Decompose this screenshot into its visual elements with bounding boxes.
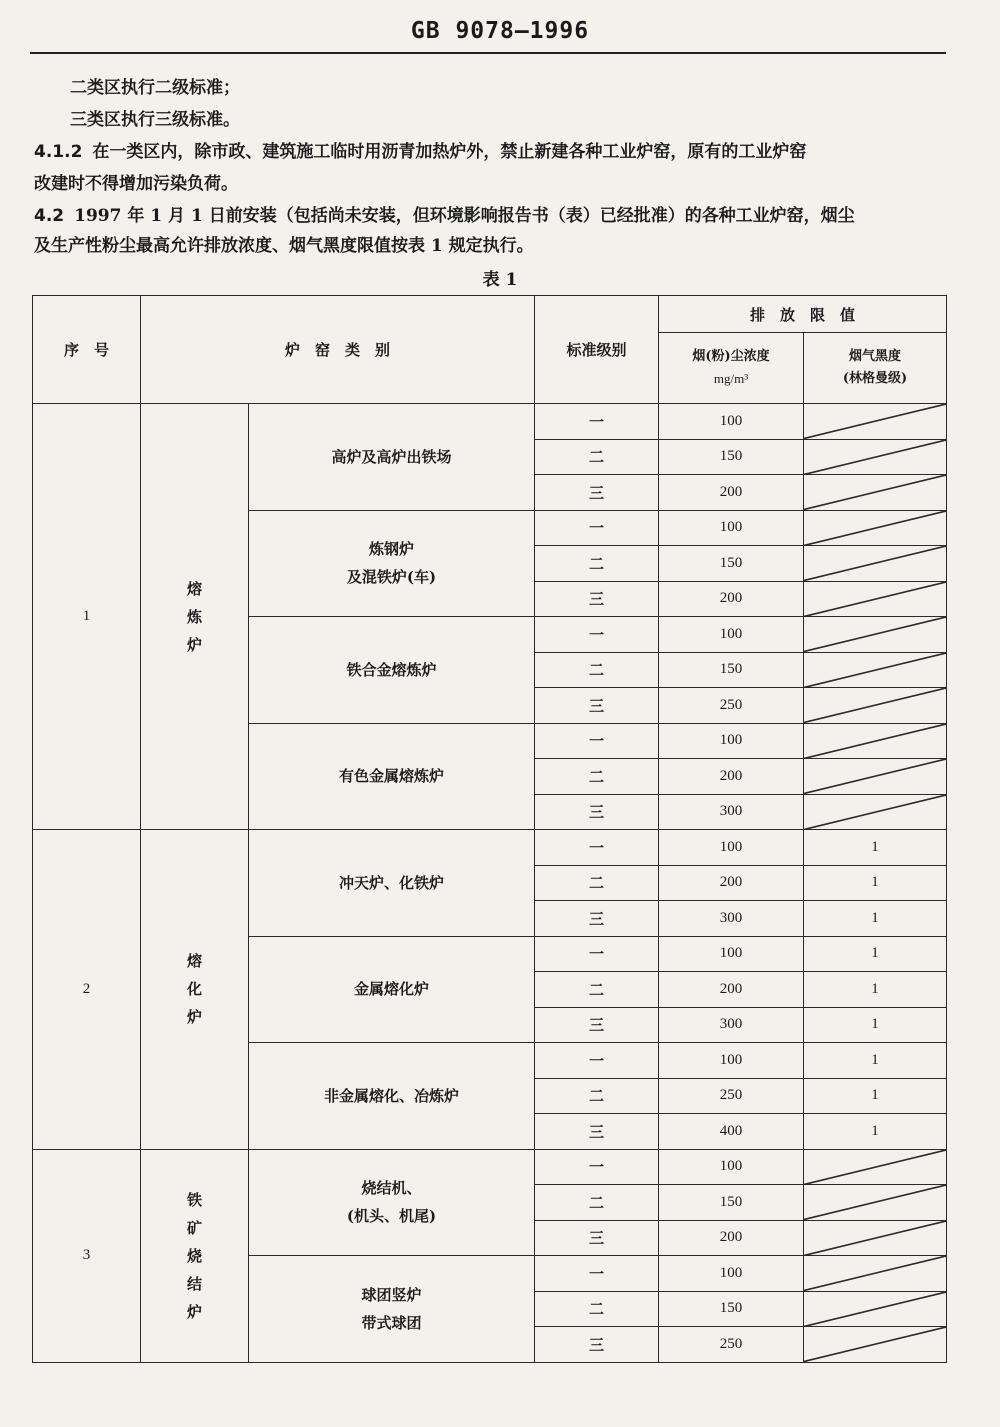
furnace-name-line: (机头、机尾) (346, 1207, 437, 1226)
paragraph-4-2-cont: 及生产性粉尘最高允许排放浓度、烟气黑度限值按表 1 规定执行。 (34, 236, 534, 256)
standard-level: 二 (535, 546, 659, 582)
standard-level: 一 (535, 510, 659, 546)
standard-level: 三 (535, 794, 659, 830)
diagonal-slash (804, 617, 946, 652)
smoke-limit-na (804, 759, 947, 795)
dust-limit: 250 (659, 1327, 804, 1363)
dust-limit: 150 (659, 1291, 804, 1327)
smoke-limit-na (804, 1291, 947, 1327)
smoke-limit: 1 (804, 865, 947, 901)
table-row (33, 830, 947, 866)
smoke-limit: 1 (804, 830, 947, 866)
diagonal-slash (804, 795, 946, 830)
standard-level: 三 (535, 1220, 659, 1256)
standard-level: 一 (535, 404, 659, 440)
dust-limit: 100 (659, 617, 804, 653)
furnace-name-line: 非金属熔化、冶炼炉 (324, 1086, 460, 1105)
smoke-limit-na (804, 652, 947, 688)
group-type-char: 化 (186, 980, 202, 999)
standard-level: 二 (535, 439, 659, 475)
standard-level: 三 (535, 901, 659, 937)
dust-limit: 100 (659, 830, 804, 866)
paragraph-class3: 三类区执行三级标准。 (70, 110, 240, 130)
smoke-limit-na (804, 1220, 947, 1256)
header-limits: 排 放 限 值 (659, 296, 947, 333)
diagonal-slash (804, 759, 946, 794)
standard-level: 三 (535, 1327, 659, 1363)
furnace-name (249, 1149, 535, 1256)
table-row (33, 1149, 947, 1185)
smoke-limit: 1 (804, 1043, 947, 1079)
dust-limit: 300 (659, 1007, 804, 1043)
dust-limit: 300 (659, 794, 804, 830)
group-type (141, 830, 249, 1150)
table-caption: 表 1 (482, 270, 518, 290)
smoke-limit-na (804, 1185, 947, 1221)
furnace-name-line: 有色金属熔炼炉 (339, 767, 445, 786)
dust-limit: 100 (659, 404, 804, 440)
dust-limit: 100 (659, 936, 804, 972)
header-smoke-unit: (林格曼级) (842, 371, 908, 386)
dust-limit: 200 (659, 475, 804, 511)
furnace-name-line: 及混铁炉(车) (346, 568, 437, 587)
smoke-limit-na (804, 688, 947, 724)
dust-limit: 200 (659, 1220, 804, 1256)
header-smoke (804, 333, 947, 404)
group-seq: 3 (33, 1149, 141, 1362)
smoke-limit-na (804, 794, 947, 830)
standard-level: 二 (535, 652, 659, 688)
group-seq: 1 (33, 404, 141, 830)
dust-limit: 200 (659, 581, 804, 617)
smoke-limit-na (804, 546, 947, 582)
dust-limit: 200 (659, 865, 804, 901)
standard-level: 二 (535, 1078, 659, 1114)
standard-level: 一 (535, 617, 659, 653)
group-type-char: 烧 (186, 1246, 202, 1265)
furnace-name (249, 830, 535, 937)
smoke-limit-na (804, 1256, 947, 1292)
standard-level: 三 (535, 1114, 659, 1150)
dust-limit: 150 (659, 652, 804, 688)
group-type-char: 炉 (186, 1302, 202, 1321)
clause-number: 4.1.2 (34, 142, 83, 162)
diagonal-slash (804, 440, 946, 475)
smoke-limit: 1 (804, 972, 947, 1008)
diagonal-slash (804, 511, 946, 546)
smoke-limit: 1 (804, 1114, 947, 1150)
standard-level: 二 (535, 1185, 659, 1221)
group-type-char: 矿 (186, 1218, 202, 1237)
group-type-char: 炉 (186, 635, 202, 654)
furnace-name-line: 冲天炉、化铁炉 (339, 873, 445, 892)
standard-level: 一 (535, 830, 659, 866)
table-row (33, 404, 947, 440)
smoke-limit-na (804, 404, 947, 440)
diagonal-slash (804, 688, 946, 723)
dust-limit: 150 (659, 1185, 804, 1221)
paragraph-4-2 (34, 204, 855, 228)
standard-level: 三 (535, 1007, 659, 1043)
smoke-limit: 1 (804, 1078, 947, 1114)
emission-limits-table (32, 295, 947, 1363)
group-type-char: 铁 (186, 1190, 202, 1209)
header-dust (659, 333, 804, 404)
dust-limit: 250 (659, 688, 804, 724)
paragraph-4-1-2-cont: 改建时不得增加污染负荷。 (34, 174, 238, 194)
smoke-limit-na (804, 581, 947, 617)
standard-level: 一 (535, 936, 659, 972)
standard-level: 一 (535, 1256, 659, 1292)
clause-text: 1997 年 1 月 1 日前安装（包括尚未安装，但环境影响报告书（表）已经批准）的各种工业炉窑，烟尘 (74, 206, 855, 226)
diagonal-slash (804, 1185, 946, 1220)
diagonal-slash (804, 1327, 946, 1362)
furnace-name-line: 烧结机、 (361, 1179, 422, 1198)
smoke-limit-na (804, 439, 947, 475)
standard-level: 二 (535, 972, 659, 1008)
furnace-name (249, 510, 535, 617)
diagonal-slash (804, 582, 946, 617)
smoke-limit-na (804, 510, 947, 546)
diagonal-slash (804, 546, 946, 581)
paragraph-4-1-2 (34, 140, 806, 164)
standard-level: 一 (535, 723, 659, 759)
header-category: 炉 窑 类 别 (141, 296, 535, 404)
standard-level: 二 (535, 759, 659, 795)
furnace-name (249, 617, 535, 724)
diagonal-slash (804, 1150, 946, 1185)
furnace-name-line: 带式球团 (361, 1313, 422, 1332)
header-seq: 序 号 (33, 296, 141, 404)
diagonal-slash (804, 404, 946, 439)
dust-limit: 250 (659, 1078, 804, 1114)
standard-level: 一 (535, 1043, 659, 1079)
furnace-name (249, 1256, 535, 1363)
diagonal-slash (804, 1292, 946, 1327)
dust-limit: 100 (659, 1149, 804, 1185)
diagonal-slash (804, 653, 946, 688)
smoke-limit-na (804, 1327, 947, 1363)
standard-level: 三 (535, 581, 659, 617)
standard-level: 二 (535, 1291, 659, 1327)
dust-limit: 150 (659, 546, 804, 582)
dust-limit: 100 (659, 510, 804, 546)
document-header: GB 9078—1996 (410, 18, 590, 44)
header-level: 标准级别 (535, 296, 659, 404)
standard-level: 三 (535, 688, 659, 724)
group-type-char: 炉 (186, 1008, 202, 1027)
group-type-char: 熔 (186, 579, 202, 598)
dust-limit: 200 (659, 759, 804, 795)
diagonal-slash (804, 1256, 946, 1291)
smoke-limit-na (804, 1149, 947, 1185)
smoke-limit: 1 (804, 936, 947, 972)
group-type-char: 结 (186, 1274, 202, 1293)
smoke-limit-na (804, 617, 947, 653)
diagonal-slash (804, 724, 946, 759)
furnace-name (249, 1043, 535, 1150)
furnace-name-line: 炼钢炉 (369, 540, 415, 559)
header-rule (30, 52, 946, 54)
dust-limit: 100 (659, 1043, 804, 1079)
dust-limit: 200 (659, 972, 804, 1008)
furnace-name-line: 金属熔化炉 (354, 980, 430, 999)
standard-level: 一 (535, 1149, 659, 1185)
header-smoke-label: 烟气黑度 (849, 349, 902, 364)
smoke-limit: 1 (804, 901, 947, 937)
dust-limit: 400 (659, 1114, 804, 1150)
group-type (141, 404, 249, 830)
group-type-char: 熔 (186, 952, 202, 971)
furnace-name (249, 936, 535, 1043)
diagonal-slash (804, 475, 946, 510)
header-dust-unit: mg/m³ (713, 371, 749, 386)
furnace-name-line: 球团竖炉 (361, 1285, 422, 1304)
standard-level: 三 (535, 475, 659, 511)
header-dust-label: 烟(粉)尘浓度 (692, 349, 770, 364)
furnace-name (249, 404, 535, 511)
clause-number: 4.2 (34, 206, 65, 226)
smoke-limit-na (804, 723, 947, 759)
dust-limit: 300 (659, 901, 804, 937)
group-seq: 2 (33, 830, 141, 1150)
furnace-name-line: 铁合金熔炼炉 (346, 660, 437, 679)
clause-text: 在一类区内，除市政、建筑施工临时用沥青加热炉外，禁止新建各种工业炉窑，原有的工业炉窑 (92, 142, 807, 162)
smoke-limit: 1 (804, 1007, 947, 1043)
furnace-name-line: 高炉及高炉出铁场 (331, 447, 452, 466)
group-type (141, 1149, 249, 1362)
paragraph-class2: 二类区执行二级标准； (70, 78, 240, 98)
smoke-limit-na (804, 475, 947, 511)
standard-level: 二 (535, 865, 659, 901)
dust-limit: 100 (659, 723, 804, 759)
group-type-char: 炼 (186, 607, 202, 626)
furnace-name (249, 723, 535, 830)
dust-limit: 100 (659, 1256, 804, 1292)
diagonal-slash (804, 1221, 946, 1256)
dust-limit: 150 (659, 439, 804, 475)
